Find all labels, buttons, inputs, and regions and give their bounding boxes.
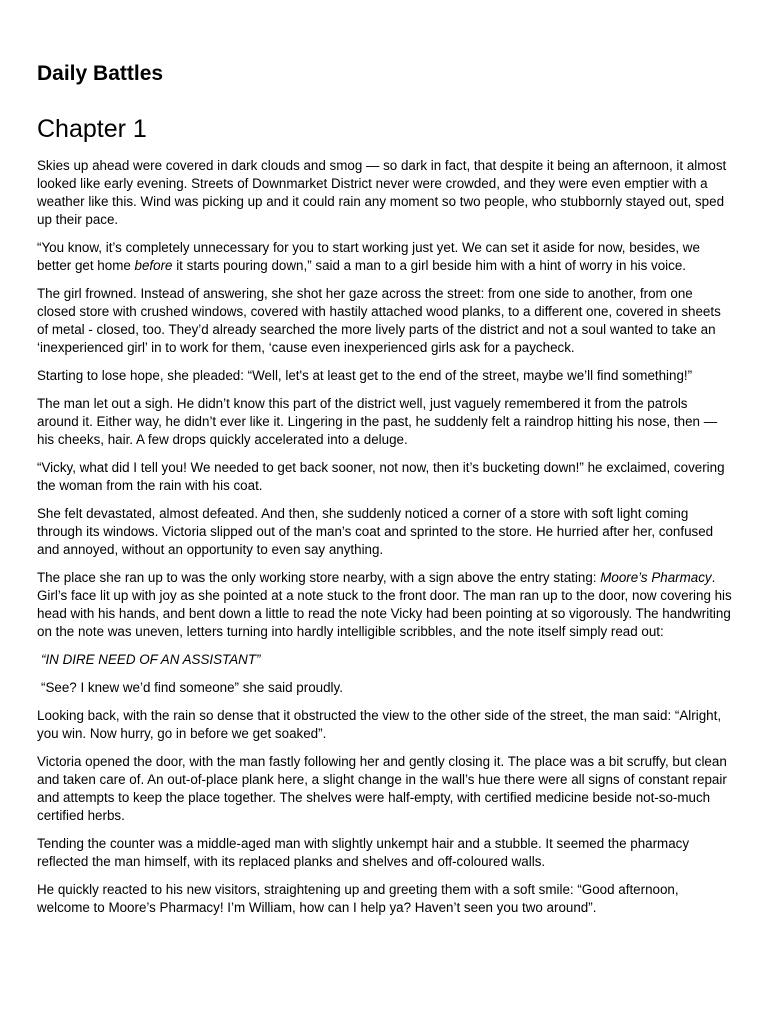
paragraph-2: [37, 239, 732, 275]
paragraph-13: Tending the counter was a middle-aged man with slightly unkempt hair and a stubble. It seemed the pharmacy reflected the man himself, with its replaced planks and shelves and off-coloured walls.: [37, 836, 690, 869]
paragraph-2-emphasis: before: [134, 258, 173, 273]
book-title: Daily Battles: [37, 62, 164, 85]
note-text: “IN DIRE NEED OF AN ASSISTANT”: [41, 652, 261, 667]
paragraph-8-text-a: The place she ran up to was the only working store nearby, with a sign above the entry stating:: [37, 570, 601, 585]
paragraph-9-note: [37, 651, 732, 669]
paragraph-10: “See? I knew we’d find someone” she said proudly.: [41, 680, 343, 695]
paragraph-11: Looking back, with the rain so dense that it obstructed the view to the other side of the street, the man said: “Alright, you win. Now hurry, go in before we get soaked”.: [37, 708, 722, 741]
paragraph-2-text-a: “You know, it’s completely unnecessary for you to start working just yet. We can set it aside for now, besides, we better get home: [37, 240, 700, 273]
paragraph-5: The man let out a sigh. He didn’t know this part of the district well, just vaguely remembered it from the patrols around it. Either way, he didn’t ever like it. Lingering in the past, he suddenly felt a raindrop hitting his nose, then — his cheeks, hair. A few drops quickly accelerated into a deluge.: [37, 396, 718, 447]
paragraph-6: “Vicky, what did I tell you! We needed to get back sooner, not now, then it’s bucketing down!” he exclaimed, covering the woman from the rain with his coat.: [37, 460, 725, 493]
pharmacy-name-emphasis: Moore’s Pharmacy: [600, 570, 712, 585]
paragraph-8-text-b: . Girl’s face lit up with joy as she pointed at a note stuck to the front door. The man ran up to the door, now covering his head with his hands, and bent down a little to read the note Vicky had been pointing at so vigorously. The handwriting on the note was uneven, letters turning into hardly intelligible scribbles, and the note itself simply read out:: [37, 570, 732, 639]
paragraph-12: Victoria opened the door, with the man fastly following her and gently closing it. The place was a bit scruffy, but clean and taken care of. An out-of-place plank here, a slight change in the wall’s hue there were all signs of constant repair and attempts to keep the place together. The shelves were half-empty, with certified medicine beside not-so-much certified herbs.: [37, 754, 727, 823]
paragraph-7: She felt devastated, almost defeated. And then, she suddenly noticed a corner of a store with soft light coming through its windows. Victoria slipped out of the man’s coat and sprinted to the store. He hurried after her, confused and annoyed, without an opportunity to even say anything.: [37, 506, 714, 557]
paragraph-2-text-b: it starts pouring down,” said a man to a girl beside him with a hint of worry in his voice.: [172, 258, 687, 273]
paragraph-4: Starting to lose hope, she pleaded: “Well, let's at least get to the end of the street, maybe we’ll find something!”: [37, 368, 693, 383]
paragraph-1: Skies up ahead were covered in dark clouds and smog — so dark in fact, that despite it being an afternoon, it almost looked like early evening. Streets of Downmarket District never were crowded, and they were even emptier with a weather like this. Wind was picking up and it could rain any moment so two people, who stubbornly stayed out, sped up their pace.: [37, 158, 727, 227]
paragraph-14: He quickly reacted to his new visitors, straightening up and greeting them with a soft smile: “Good afternoon, welcome to Moore’s Pharmacy! I’m William, how can I help ya? Haven’t seen you two around”.: [37, 882, 679, 915]
paragraph-8: [37, 569, 732, 641]
paragraph-3: The girl frowned. Instead of answering, she shot her gaze across the street: from one side to another, from one closed store with crushed windows, covered with hastily attached wood planks, to a different one, covered in sheets of metal - closed, too. They’d already searched the more lively parts of the district and not a soul wanted to take an ‘inexperienced girl’ in to work for them, ‘cause even inexperienced girls ask for a paycheck.: [37, 286, 721, 355]
chapter-title: Chapter 1: [37, 115, 147, 143]
